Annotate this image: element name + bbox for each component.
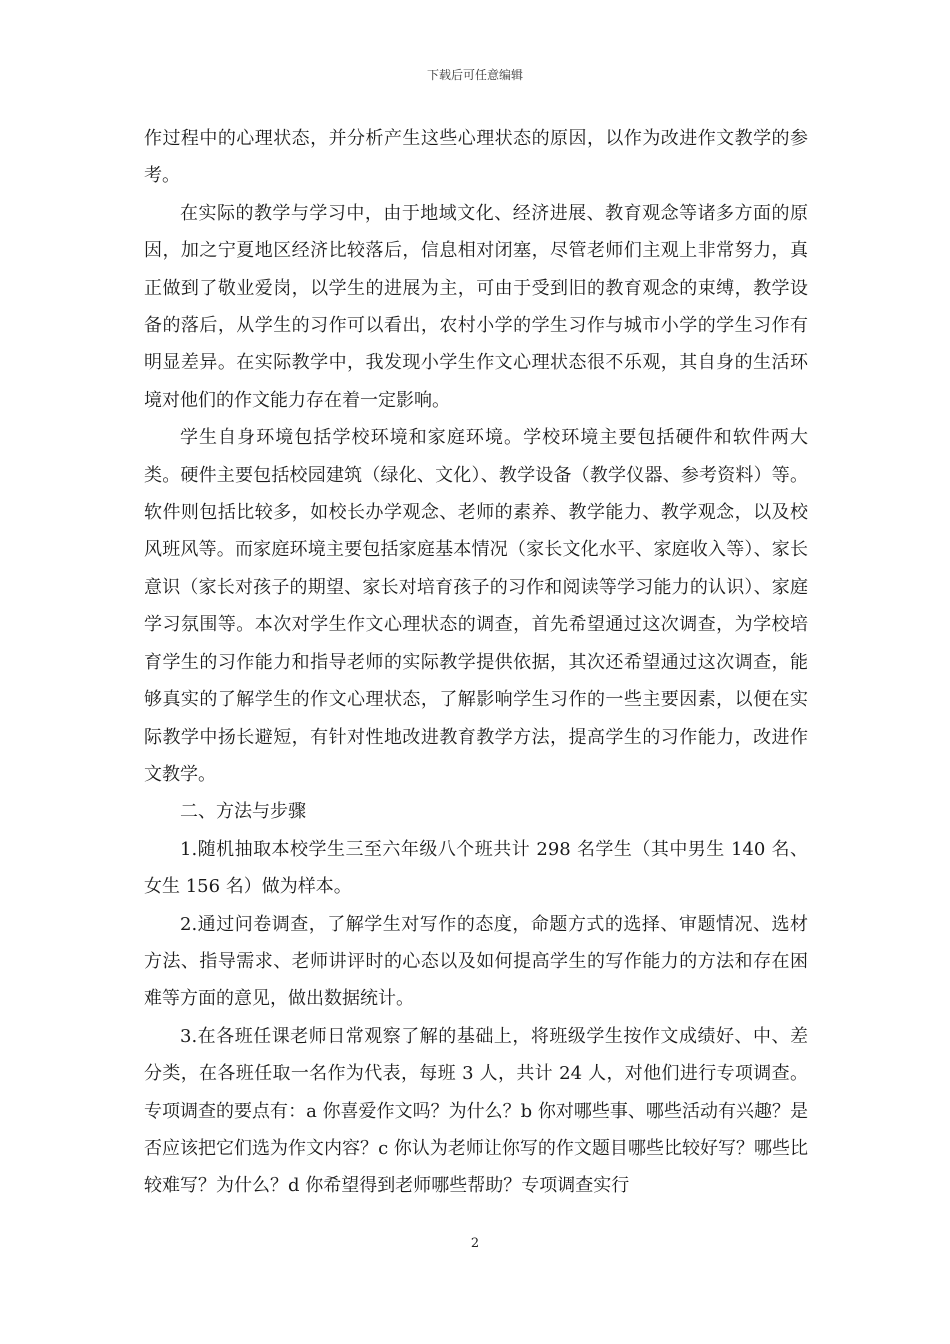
section-heading-methods: 二、方法与步骤 [180, 801, 306, 823]
method-item-1: 1.随机抽取本校学生三至六年级八个班共计 298 名学生（其中男生 140 名、女生 156 名）做为样本。 [144, 838, 808, 898]
page-header-note: 下载后可任意编辑 [426, 68, 523, 82]
method-item-3: 3.在各班任课老师日常观察了解的基础上，将班级学生按作文成绩好、中、差分类，在各班任取一名作为代表，每班 3 人，共计 24 人，对他们进行专项调查。专项调查的要点有：a 你喜爱作文吗？为什么？b 你对哪些事、哪些活动有兴趣？是否应该把它们选为作文内容？c 你认为老师让你写的作文题目哪些比较好写？哪些比较难写？为什么？d 你希望得到老师哪些帮助？专项调查实行 [144, 1025, 808, 1197]
page-number: 2 [470, 1236, 480, 1251]
document-body [144, 120, 808, 1205]
paragraph-context: 在实际的教学与学习中，由于地域文化、经济进展、教育观念等诸多方面的原因，加之宁夏地区经济比较落后，信息相对闭塞，尽管老师们主观上非常努力，真正做到了敬业爱岗，以学生的进展为主，可由于受到旧的教育观念的束缚，教学设备的落后，从学生的习作可以看出，农村小学的学生习作与城市小学的学生习作有明显差异。在实际教学中，我发现小学生作文心理状态很不乐观，其自身的生活环境对他们的作文能力存在着一定影响。 [144, 202, 808, 411]
method-item-2: 2.通过问卷调查，了解学生对写作的态度，命题方式的选择、审题情况、选材方法、指导需求、老师讲评时的心态以及如何提高学生的写作能力的方法和存在困难等方面的意见，做出数据统计。 [144, 913, 808, 1010]
paragraph-continuation: 作过程中的心理状态，并分析产生这些心理状态的原因，以作为改进作文教学的参考。 [144, 128, 808, 187]
paragraph-environment: 学生自身环境包括学校环境和家庭环境。学校环境主要包括硬件和软件两大类。硬件主要包括校园建筑（绿化、文化）、教学设备（教学仪器、参考资料）等。软件则包括比较多，如校长办学观念、老师的素养、教学能力、教学观念，以及校风班风等。而家庭环境主要包括家庭基本情况（家长文化水平、家庭收入等）、家长意识（家长对孩子的期望、家长对培育孩子的习作和阅读等学习能力的认识）、家庭学习氛围等。本次对学生作文心理状态的调查，首先希望通过这次调查，为学校培育学生的习作能力和指导老师的实际教学提供依据，其次还希望通过这次调查，能够真实的了解学生的作文心理状态，了解影响学生习作的一些主要因素，以便在实际教学中扬长避短，有针对性地改进教育教学方法，提高学生的习作能力，改进作文教学。 [144, 427, 808, 785]
